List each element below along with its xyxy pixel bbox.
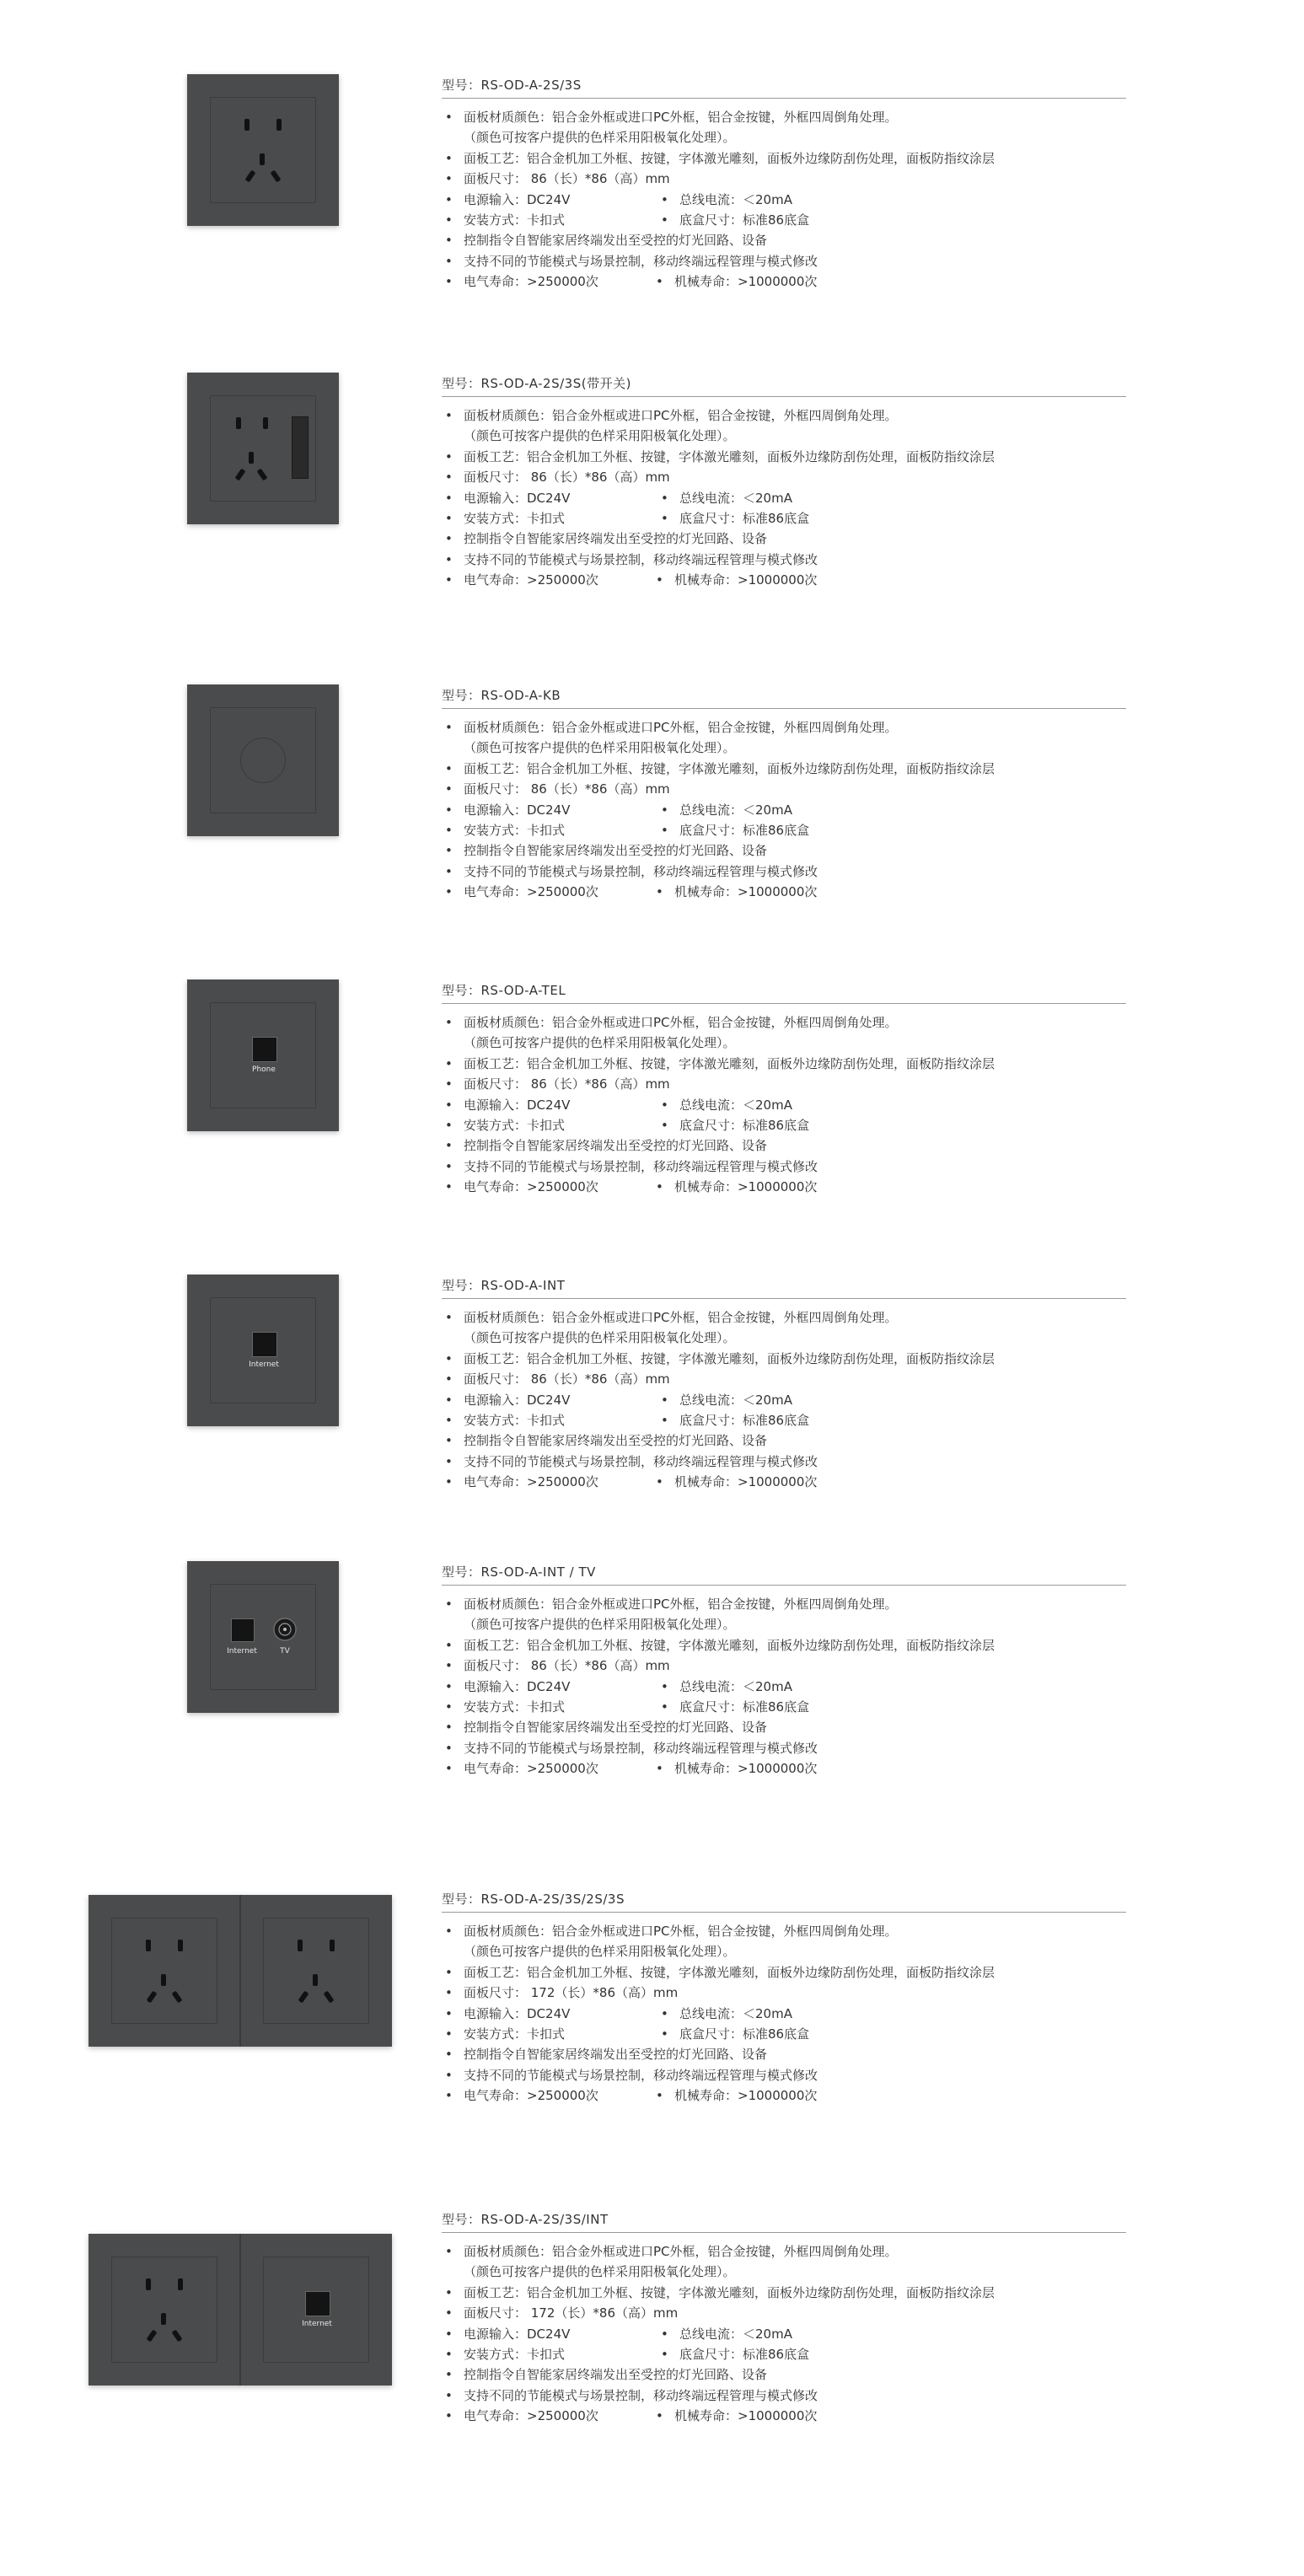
spec-block [442, 74, 1126, 292]
spec-line: • 控制指令自智能家居终端发出至受控的灯光回路、设备 [445, 1433, 768, 1449]
spec-line: （颜色可按客户提供的色样采用阳极氧化处理）。 [464, 1330, 736, 1346]
panel-module [210, 707, 316, 813]
spec-line: • 面板工艺：铝合金机加工外框、按键，字体激光雕刻，面板外边缘防刮伤处理，面板防指纹涂层 [445, 1055, 995, 1071]
spec-line: • 面板尺寸： 86（长）*86（高）mm [445, 1371, 670, 1387]
divider [442, 1003, 1126, 1004]
spec-block [442, 2208, 1126, 2427]
spec-line: （颜色可按客户提供的色样采用阳极氧化处理）。 [464, 130, 736, 146]
spec-line: • 电气寿命：>250000次 • 机械寿命：>1000000次 [445, 2088, 818, 2104]
spec-line: • 电源输入：DC24V • 总线电流：＜20mA [445, 1097, 792, 1113]
spec-line: • 控制指令自智能家居终端发出至受控的灯光回路、设备 [445, 1138, 768, 1154]
spec-line: • 电气寿命：>250000次 • 机械寿命：>1000000次 [445, 274, 818, 290]
spec-line: （颜色可按客户提供的色样采用阳极氧化处理）。 [464, 1617, 736, 1633]
socket-panel [187, 74, 339, 226]
model-number: 型号：RS-OD-A-INT / TV [442, 1564, 596, 1580]
divider [442, 1585, 1126, 1586]
spec-line: （颜色可按客户提供的色样采用阳极氧化处理）。 [464, 1035, 736, 1051]
spec-line: • 面板工艺：铝合金机加工外框、按键，字体激光雕刻，面板外边缘防刮伤处理，面板防指纹涂层 [445, 1350, 995, 1366]
port-label: Phone [252, 1065, 276, 1074]
spec-block [442, 979, 1126, 1198]
tv-coax-icon [272, 1617, 298, 1642]
socket-outlet-icon [264, 1919, 368, 2023]
spec-line: • 支持不同的节能模式与场景控制，移动终端远程管理与模式修改 [445, 253, 818, 269]
spec-block [442, 373, 1126, 591]
spec-line: • 面板材质颜色：铝合金外框或进口PC外框，铝合金按键，外框四周倒角处理。 [445, 1597, 898, 1612]
spec-line: • 面板材质颜色：铝合金外框或进口PC外框，铝合金按键，外框四周倒角处理。 [445, 1924, 898, 1939]
socket-outlet-icon [112, 1919, 217, 2023]
spec-line: • 支持不同的节能模式与场景控制，移动终端远程管理与模式修改 [445, 1740, 818, 1756]
spec-line: • 安装方式：卡扣式 • 底盒尺寸：标准86底盒 [445, 510, 810, 526]
model-number: 型号：RS-OD-A-KB [442, 688, 561, 703]
divider [442, 708, 1126, 709]
knob-panel [187, 684, 339, 836]
spec-line: （颜色可按客户提供的色样采用阳极氧化处理）。 [464, 740, 736, 756]
spec-line: （颜色可按客户提供的色样采用阳极氧化处理）。 [464, 2264, 736, 2280]
spec-line: • 控制指令自智能家居终端发出至受控的灯光回路、设备 [445, 233, 768, 249]
socket-switch-panel [187, 373, 339, 524]
model-number: 型号：RS-OD-A-2S/3S/INT [442, 2212, 609, 2227]
spec-line: • 控制指令自智能家居终端发出至受控的灯光回路、设备 [445, 2367, 768, 2383]
port-label: Internet [302, 2320, 332, 2328]
spec-line: • 控制指令自智能家居终端发出至受控的灯光回路、设备 [445, 1720, 768, 1736]
spec-line: • 面板尺寸： 86（长）*86（高）mm [445, 470, 670, 486]
port-label: Internet [249, 1360, 279, 1369]
spec-line: • 面板尺寸： 172（长）*86（高）mm [445, 2305, 679, 2321]
spec-line: • 安装方式：卡扣式 • 底盒尺寸：标准86底盒 [445, 1412, 810, 1428]
spec-line: • 支持不同的节能模式与场景控制，移动终端远程管理与模式修改 [445, 2387, 818, 2403]
panel-module [210, 1297, 316, 1403]
internet-panel [187, 1275, 339, 1426]
spec-line: • 电源输入：DC24V • 总线电流：＜20mA [445, 2005, 792, 2021]
internet-port-icon [231, 1618, 255, 1642]
knob-icon [240, 738, 286, 783]
model-number: 型号：RS-OD-A-2S/3S(带开关) [442, 376, 631, 391]
internet-tv-panel [187, 1561, 339, 1713]
internet-port-icon [305, 2291, 330, 2316]
spec-line: • 电气寿命：>250000次 • 机械寿命：>1000000次 [445, 1474, 818, 1490]
panel-module [111, 2257, 217, 2363]
spec-line: • 控制指令自智能家居终端发出至受控的灯光回路、设备 [445, 843, 768, 859]
spec-line: • 支持不同的节能模式与场景控制，移动终端远程管理与模式修改 [445, 551, 818, 567]
spec-line: • 电源输入：DC24V • 总线电流：＜20mA [445, 1678, 792, 1694]
divider [442, 2232, 1126, 2233]
panel-module [210, 1584, 316, 1690]
model-number: 型号：RS-OD-A-INT [442, 1278, 566, 1293]
spec-line: • 支持不同的节能模式与场景控制，移动终端远程管理与模式修改 [445, 863, 818, 879]
spec-line: • 支持不同的节能模式与场景控制，移动终端远程管理与模式修改 [445, 2067, 818, 2083]
spec-line: （颜色可按客户提供的色样采用阳极氧化处理）。 [464, 1944, 736, 1960]
phone-port-icon [252, 1037, 277, 1062]
spec-block [442, 1275, 1126, 1493]
spec-line: • 安装方式：卡扣式 • 底盒尺寸：标准86底盒 [445, 212, 810, 228]
spec-line: • 面板工艺：铝合金机加工外框、按键，字体激光雕刻，面板外边缘防刮伤处理，面板防指纹涂层 [445, 150, 995, 166]
spec-line: • 电气寿命：>250000次 • 机械寿命：>1000000次 [445, 1179, 818, 1195]
spec-line: • 面板尺寸： 86（长）*86（高）mm [445, 781, 670, 797]
spec-line: • 控制指令自智能家居终端发出至受控的灯光回路、设备 [445, 531, 768, 547]
panel-seam [239, 2234, 241, 2385]
spec-line: • 面板尺寸： 86（长）*86（高）mm [445, 1658, 670, 1674]
spec-line: • 电源输入：DC24V • 总线电流：＜20mA [445, 1392, 792, 1408]
spec-line: • 控制指令自智能家居终端发出至受控的灯光回路、设备 [445, 2047, 768, 2063]
panel-module [210, 1002, 316, 1108]
port-label: Internet [227, 1647, 257, 1656]
spec-line: • 安装方式：卡扣式 • 底盒尺寸：标准86底盒 [445, 1117, 810, 1133]
spec-line: • 电源输入：DC24V • 总线电流：＜20mA [445, 2326, 792, 2342]
panel-seam [239, 1895, 241, 2047]
panel-module [111, 1918, 217, 2024]
spec-line: • 面板材质颜色：铝合金外框或进口PC外框，铝合金按键，外框四周倒角处理。 [445, 2244, 898, 2259]
panel-module [263, 1918, 369, 2024]
rocker-switch-icon [292, 416, 309, 479]
spec-block [442, 1888, 1126, 2106]
spec-line: • 支持不同的节能模式与场景控制，移动终端远程管理与模式修改 [445, 1158, 818, 1174]
spec-block [442, 684, 1126, 903]
spec-line: • 安装方式：卡扣式 • 底盒尺寸：标准86底盒 [445, 2346, 810, 2362]
model-number: 型号：RS-OD-A-2S/3S [442, 78, 582, 93]
spec-line: • 面板工艺：铝合金机加工外框、按键，字体激光雕刻，面板外边缘防刮伤处理，面板防指纹涂层 [445, 2284, 995, 2300]
spec-line: （颜色可按客户提供的色样采用阳极氧化处理）。 [464, 428, 736, 444]
socket-outlet-icon [211, 98, 315, 202]
spec-line: • 面板材质颜色：铝合金外框或进口PC外框，铝合金按键，外框四周倒角处理。 [445, 110, 898, 125]
spec-line: • 面板材质颜色：铝合金外框或进口PC外框，铝合金按键，外框四周倒角处理。 [445, 1015, 898, 1030]
spec-line: • 面板材质颜色：铝合金外框或进口PC外框，铝合金按键，外框四周倒角处理。 [445, 1310, 898, 1325]
spec-line: • 安装方式：卡扣式 • 底盒尺寸：标准86底盒 [445, 1699, 810, 1715]
spec-line: • 电气寿命：>250000次 • 机械寿命：>1000000次 [445, 884, 818, 900]
spec-line: • 面板工艺：铝合金机加工外框、按键，字体激光雕刻，面板外边缘防刮伤处理，面板防指纹涂层 [445, 448, 995, 464]
spec-line: • 面板尺寸： 86（长）*86（高）mm [445, 1076, 670, 1092]
phone-panel [187, 979, 339, 1131]
spec-line: • 面板工艺：铝合金机加工外框、按键，字体激光雕刻，面板外边缘防刮伤处理，面板防指纹涂层 [445, 1637, 995, 1653]
spec-block [442, 1561, 1126, 1779]
model-number: 型号：RS-OD-A-TEL [442, 983, 566, 998]
spec-line: • 电源输入：DC24V • 总线电流：＜20mA [445, 490, 792, 506]
divider [442, 396, 1126, 397]
double-socket-panel [89, 1895, 392, 2047]
spec-line: • 电气寿命：>250000次 • 机械寿命：>1000000次 [445, 2408, 818, 2424]
spec-line: • 面板材质颜色：铝合金外框或进口PC外框，铝合金按键，外框四周倒角处理。 [445, 720, 898, 735]
divider [442, 1912, 1126, 1913]
panel-module [210, 97, 316, 203]
spec-line: • 电源输入：DC24V • 总线电流：＜20mA [445, 191, 792, 207]
model-number: 型号：RS-OD-A-2S/3S/2S/3S [442, 1892, 625, 1907]
spec-line: • 支持不同的节能模式与场景控制，移动终端远程管理与模式修改 [445, 1453, 818, 1469]
port-label: TV [280, 1647, 290, 1656]
spec-line: • 电源输入：DC24V • 总线电流：＜20mA [445, 802, 792, 818]
internet-port-icon [252, 1332, 277, 1357]
divider [442, 98, 1126, 99]
spec-line: • 电气寿命：>250000次 • 机械寿命：>1000000次 [445, 1761, 818, 1777]
panel-module [210, 395, 316, 502]
socket-outlet-icon [112, 2257, 217, 2362]
panel-module [263, 2257, 369, 2363]
spec-line: • 安装方式：卡扣式 • 底盒尺寸：标准86底盒 [445, 2026, 810, 2042]
spec-line: • 面板工艺：铝合金机加工外框、按键，字体激光雕刻，面板外边缘防刮伤处理，面板防指纹涂层 [445, 760, 995, 776]
spec-line: • 电气寿命：>250000次 • 机械寿命：>1000000次 [445, 572, 818, 588]
spec-line: • 面板尺寸： 172（长）*86（高）mm [445, 1985, 679, 2001]
divider [442, 1298, 1126, 1299]
spec-line: • 安装方式：卡扣式 • 底盒尺寸：标准86底盒 [445, 822, 810, 838]
spec-line: • 面板材质颜色：铝合金外框或进口PC外框，铝合金按键，外框四周倒角处理。 [445, 408, 898, 423]
spec-line: • 面板尺寸： 86（长）*86（高）mm [445, 171, 670, 187]
socket-internet-panel [89, 2234, 392, 2385]
spec-line: • 面板工艺：铝合金机加工外框、按键，字体激光雕刻，面板外边缘防刮伤处理，面板防指纹涂层 [445, 1964, 995, 1980]
